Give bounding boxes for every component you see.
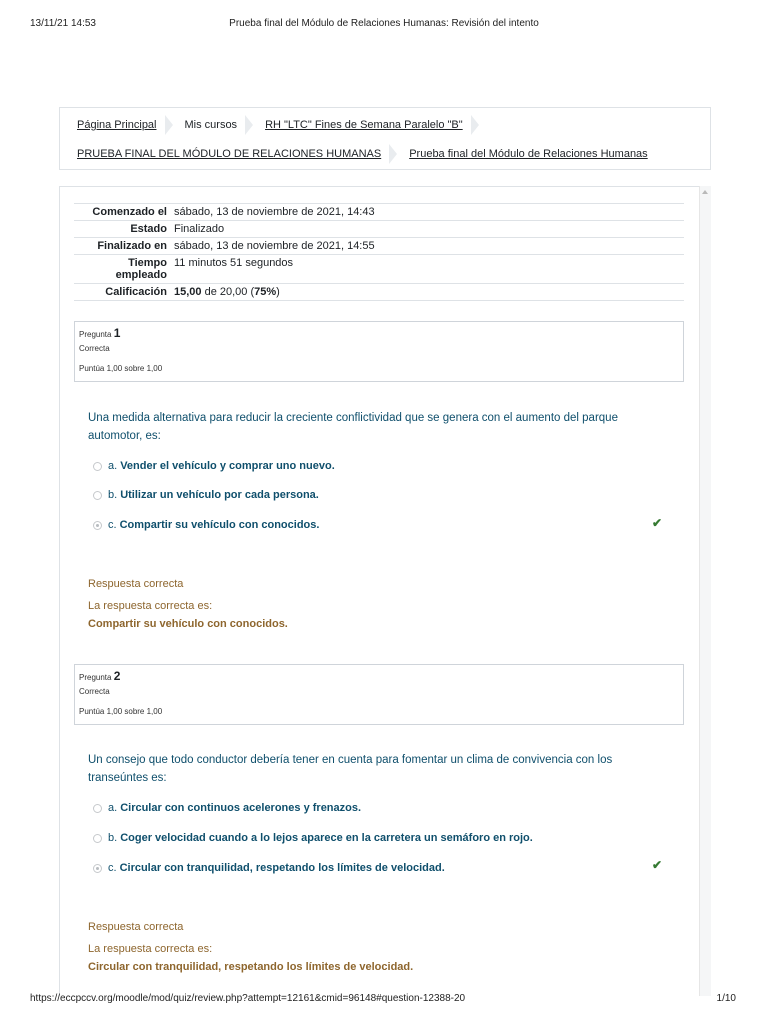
question-grade: Puntúa 1,00 sobre 1,00 (79, 364, 163, 373)
question-feedback (88, 575, 668, 633)
summary-value (174, 286, 684, 298)
print-datetime: 13/11/21 14:53 (30, 18, 96, 29)
summary-label: Finalizado en (97, 240, 167, 252)
summary-label: Comenzado el (92, 206, 167, 218)
summary-label-line: Tiempo (128, 257, 167, 269)
feedback-status: Respuesta correcta (88, 921, 184, 933)
print-page-number: 1/10 (716, 993, 736, 1004)
breadcrumb-quiz-link[interactable]: Prueba final del Módulo de Relaciones Humanas (409, 148, 648, 160)
summary-label-line: empleado (115, 269, 167, 281)
summary-label (74, 257, 174, 281)
question-number-value: 2 (113, 669, 121, 683)
grade-score: 15,00 (174, 286, 202, 298)
breadcrumb-separator-icon (389, 144, 397, 164)
answer-option (93, 458, 335, 474)
grade-middle: de 20,00 ( (201, 286, 255, 298)
question-number-value: 1 (113, 326, 121, 340)
feedback-label: La respuesta correcta es: (88, 600, 213, 612)
print-url: https://eccpccv.org/moodle/mod/quiz/review.php?attempt=12161&cmid=96148#question-12388-20 (30, 993, 466, 1004)
attempt-summary-table (74, 203, 684, 301)
question-grade: Puntúa 1,00 sobre 1,00 (79, 707, 163, 716)
answer-text: Utilizar un vehículo por cada persona. (120, 489, 319, 501)
question-info-box (74, 321, 684, 382)
breadcrumb-my-courses[interactable]: Mis cursos (184, 119, 238, 131)
answer-option (93, 487, 319, 503)
answer-text: Circular con continuos acelerones y frenazos. (120, 802, 362, 814)
question-prefix: Pregunta (79, 673, 114, 682)
summary-value: sábado, 13 de noviembre de 2021, 14:43 (174, 206, 375, 218)
breadcrumb-separator-icon (245, 115, 253, 135)
answer-text: Circular con tranquilidad, respetando los límites de velocidad. (119, 862, 445, 874)
summary-row-finished (74, 237, 684, 254)
breadcrumb-row-2 (77, 144, 648, 164)
answer-option-selected (93, 517, 319, 533)
answer-letter: c. (108, 519, 117, 531)
question-number (79, 327, 679, 341)
answer-letter: c. (108, 862, 117, 874)
answer-letter: b. (108, 832, 118, 844)
question-number (79, 670, 679, 684)
breadcrumb (59, 107, 711, 170)
grade-percent: 75% (254, 286, 277, 298)
summary-value: Finalizado (174, 223, 225, 235)
vertical-scrollbar[interactable] (699, 186, 711, 996)
breadcrumb-separator-icon (471, 115, 479, 135)
summary-value: sábado, 13 de noviembre de 2021, 14:55 (174, 240, 375, 252)
question-feedback (88, 918, 668, 976)
answer-text: Compartir su vehículo con conocidos. (119, 519, 320, 531)
summary-row-time-taken (74, 254, 684, 283)
breadcrumb-home-link[interactable]: Página Principal (77, 119, 157, 131)
summary-value: 11 minutos 51 segundos (174, 257, 294, 269)
feedback-correct-answer: Circular con tranquilidad, respetando los límites de velocidad. (88, 961, 414, 973)
radio-button (93, 491, 102, 500)
question-state: Correcta (79, 344, 110, 353)
check-icon: ✔ (652, 858, 663, 872)
scroll-up-arrow-icon[interactable] (702, 190, 708, 194)
answer-letter: a. (108, 802, 118, 814)
check-icon: ✔ (652, 516, 663, 530)
summary-row-state (74, 220, 684, 237)
answer-option-selected (93, 860, 445, 876)
summary-label: Calificación (105, 286, 167, 298)
summary-row-grade (74, 283, 684, 301)
question-text: Una medida alternativa para reducir la creciente conflictividad que se genera con el aumento del parque automotor, es: (88, 412, 618, 442)
answer-text: Vender el vehículo y comprar uno nuevo. (120, 460, 335, 472)
breadcrumb-row-1 (77, 115, 491, 135)
answer-letter: a. (108, 460, 118, 472)
print-header (0, 18, 768, 32)
radio-button (93, 462, 102, 471)
radio-button (93, 834, 102, 843)
summary-label: Estado (130, 223, 167, 235)
breadcrumb-separator-icon (165, 115, 173, 135)
grade-end: ) (276, 286, 280, 298)
answer-option (93, 830, 533, 846)
question-text: Un consejo que todo conductor debería tener en cuenta para fomentar un clima de convivencia con los transeúntes es: (88, 754, 613, 784)
feedback-status: Respuesta correcta (88, 578, 184, 590)
radio-button (93, 804, 102, 813)
radio-button-checked (93, 521, 102, 530)
question-prefix: Pregunta (79, 330, 114, 339)
print-document-title: Prueba final del Módulo de Relaciones Humanas: Revisión del intento (229, 18, 539, 29)
radio-button-checked (93, 864, 102, 873)
breadcrumb-section-link[interactable]: PRUEBA FINAL DEL MÓDULO DE RELACIONES HUMANAS (77, 148, 382, 160)
question-state: Correcta (79, 687, 110, 696)
summary-row-started (74, 203, 684, 220)
breadcrumb-course-link[interactable]: RH "LTC" Fines de Semana Paralelo "B" (265, 119, 463, 131)
answer-letter: b. (108, 489, 118, 501)
feedback-correct-answer: Compartir su vehículo con conocidos. (88, 618, 288, 630)
feedback-label: La respuesta correcta es: (88, 943, 213, 955)
answer-text: Coger velocidad cuando a lo lejos aparece en la carretera un semáforo en rojo. (120, 832, 533, 844)
answer-option (93, 800, 361, 816)
question-info-box (74, 664, 684, 725)
